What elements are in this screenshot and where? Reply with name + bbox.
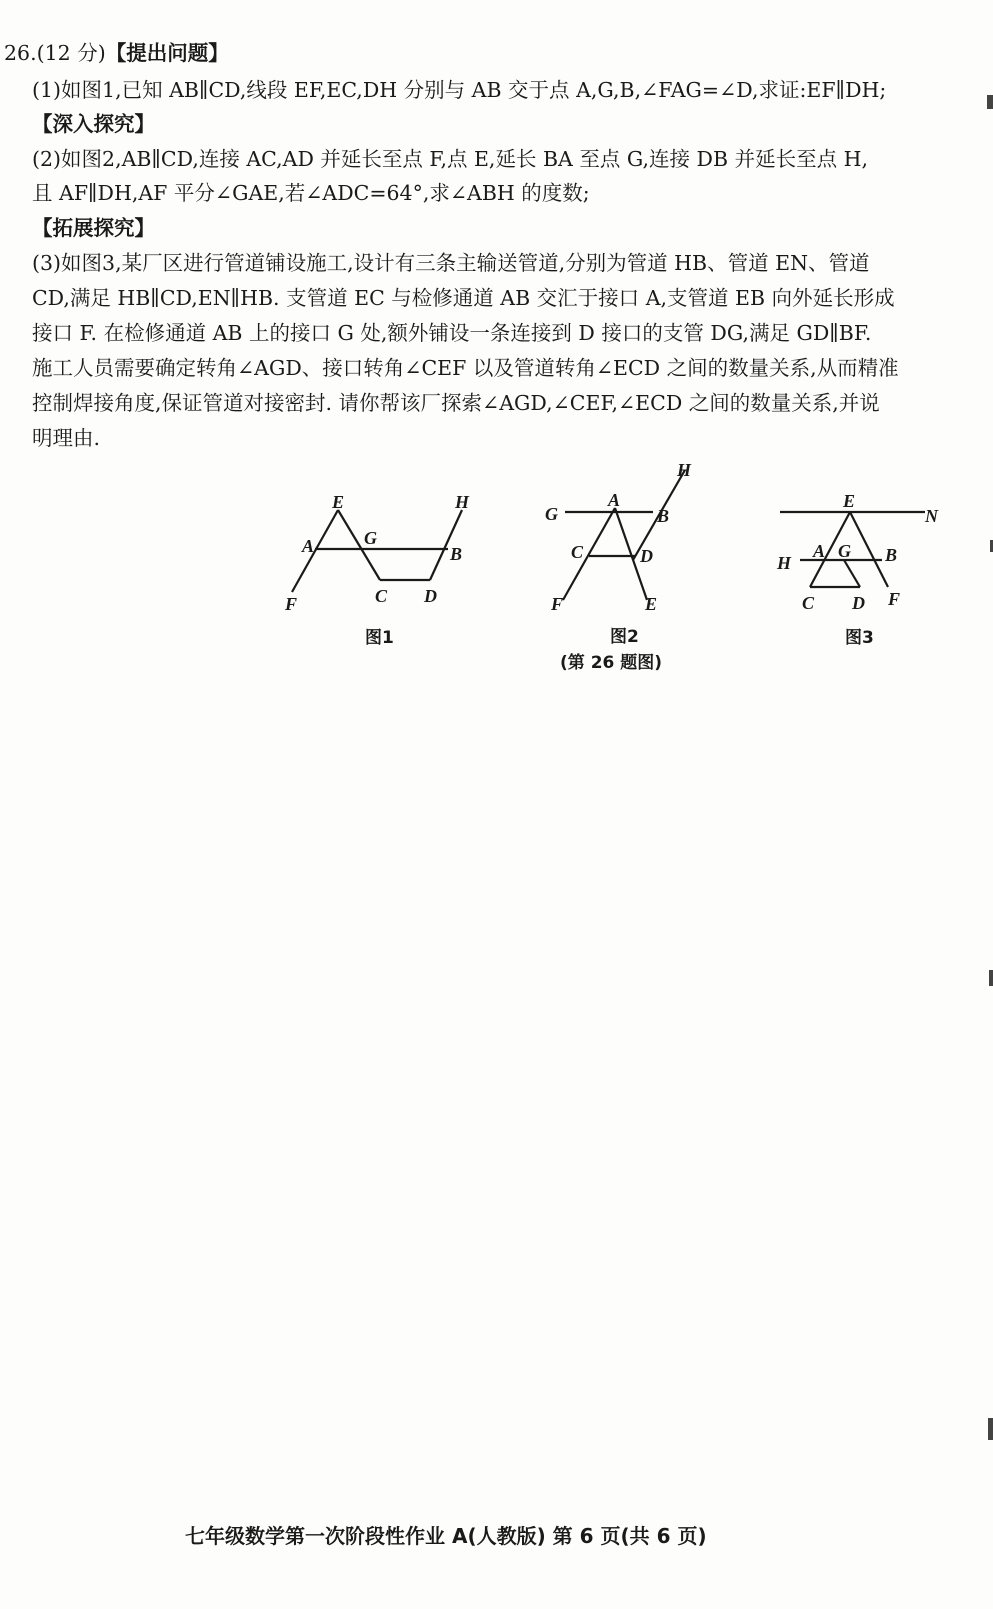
part-2-line-2: 且 AF∥DH,AF 平分∠GAE,若∠ADC=64°,求∠ABH 的度数; [32, 181, 590, 205]
label-A: A [813, 541, 826, 561]
figure-1-caption: 图1 [365, 628, 394, 648]
label-H: H [455, 492, 470, 512]
page-footer: 七年级数学第一次阶段性作业 A(人教版) 第 6 页(共 6 页) [185, 1524, 707, 1548]
heading-extend-explore: 【拓展探究】 [32, 216, 155, 240]
part-3-line-3: 接口 F. 在检修通道 AB 上的接口 G 处,额外铺设一条连接到 D 接口的支管 DG,满足 GD∥BF. [32, 321, 872, 345]
figure-2-lines [563, 470, 685, 600]
heading-raise-question: 【提出问题】 [105, 41, 229, 65]
part-3-line-5: 控制焊接角度,保证管道对接密封. 请你帮该厂探索∠AGD,∠CEF,∠ECD 之间的数量关系,并说 [32, 391, 880, 415]
part-1-text: (1)如图1,已知 AB∥CD,线段 EF,EC,DH 分别与 AB 交于点 A,G,B,∠FAG=∠D,求证:EF∥DH; [32, 78, 887, 102]
label-H: H [777, 553, 792, 573]
label-B: B [657, 506, 670, 526]
part-3-line-6: 明理由. [32, 426, 101, 450]
figure-3-lines [780, 512, 925, 587]
figure-2-caption: 图2 [610, 627, 639, 647]
label-A: A [608, 490, 621, 510]
label-D: D [852, 593, 865, 613]
figures-group-caption: (第 26 题图) [560, 653, 663, 673]
line-EF [292, 510, 338, 592]
scan-edge-mark [987, 95, 993, 109]
figure-1 [280, 480, 480, 655]
label-G: G [545, 504, 558, 524]
label-N: N [925, 506, 938, 526]
figure-3 [770, 485, 970, 650]
label-B: B [450, 544, 463, 564]
part-2-line-1: (2)如图2,AB∥CD,连接 AC,AD 并延长至点 F,点 E,延长 BA 至点 G,连接 DB 并延长至点 H, [32, 147, 868, 171]
label-F: F [551, 594, 564, 614]
scan-edge-mark [989, 970, 993, 986]
line-GD [844, 560, 860, 587]
scan-edge-mark [988, 1418, 993, 1440]
label-H: H [677, 460, 692, 480]
part-3-line-1: (3)如图3,某厂区进行管道铺设施工,设计有三条主输送管道,分别为管道 HB、管道 EN、管道 [32, 251, 870, 275]
heading-deep-explore: 【深入探究】 [32, 112, 155, 136]
problem-header [4, 40, 229, 66]
problem-score: (12 分) [36, 41, 106, 65]
label-D: D [424, 586, 437, 606]
part-3-line-2: CD,满足 HB∥CD,EN∥HB. 支管道 EC 与检修通道 AB 交汇于接口 A,支管道 EB 向外延长形成 [32, 286, 895, 310]
problem-number: 26. [4, 41, 37, 65]
label-C: C [571, 542, 584, 562]
label-D: D [640, 546, 653, 566]
label-A: A [302, 536, 315, 556]
line-EF [850, 512, 888, 587]
label-E: E [332, 492, 345, 512]
label-F: F [285, 594, 298, 614]
label-G: G [364, 528, 377, 548]
figure-1-lines [292, 510, 462, 592]
figure-2 [545, 460, 725, 650]
label-B: B [885, 545, 898, 565]
label-F: F [888, 589, 901, 609]
label-C: C [802, 593, 815, 613]
label-G: G [838, 541, 851, 561]
label-C: C [375, 586, 388, 606]
label-E: E [645, 594, 658, 614]
part-3-line-4: 施工人员需要确定转角∠AGD、接口转角∠CEF 以及管道转角∠ECD 之间的数量关系,从而精准 [32, 356, 899, 380]
label-E: E [843, 491, 856, 511]
figure-3-caption: 图3 [845, 628, 874, 648]
